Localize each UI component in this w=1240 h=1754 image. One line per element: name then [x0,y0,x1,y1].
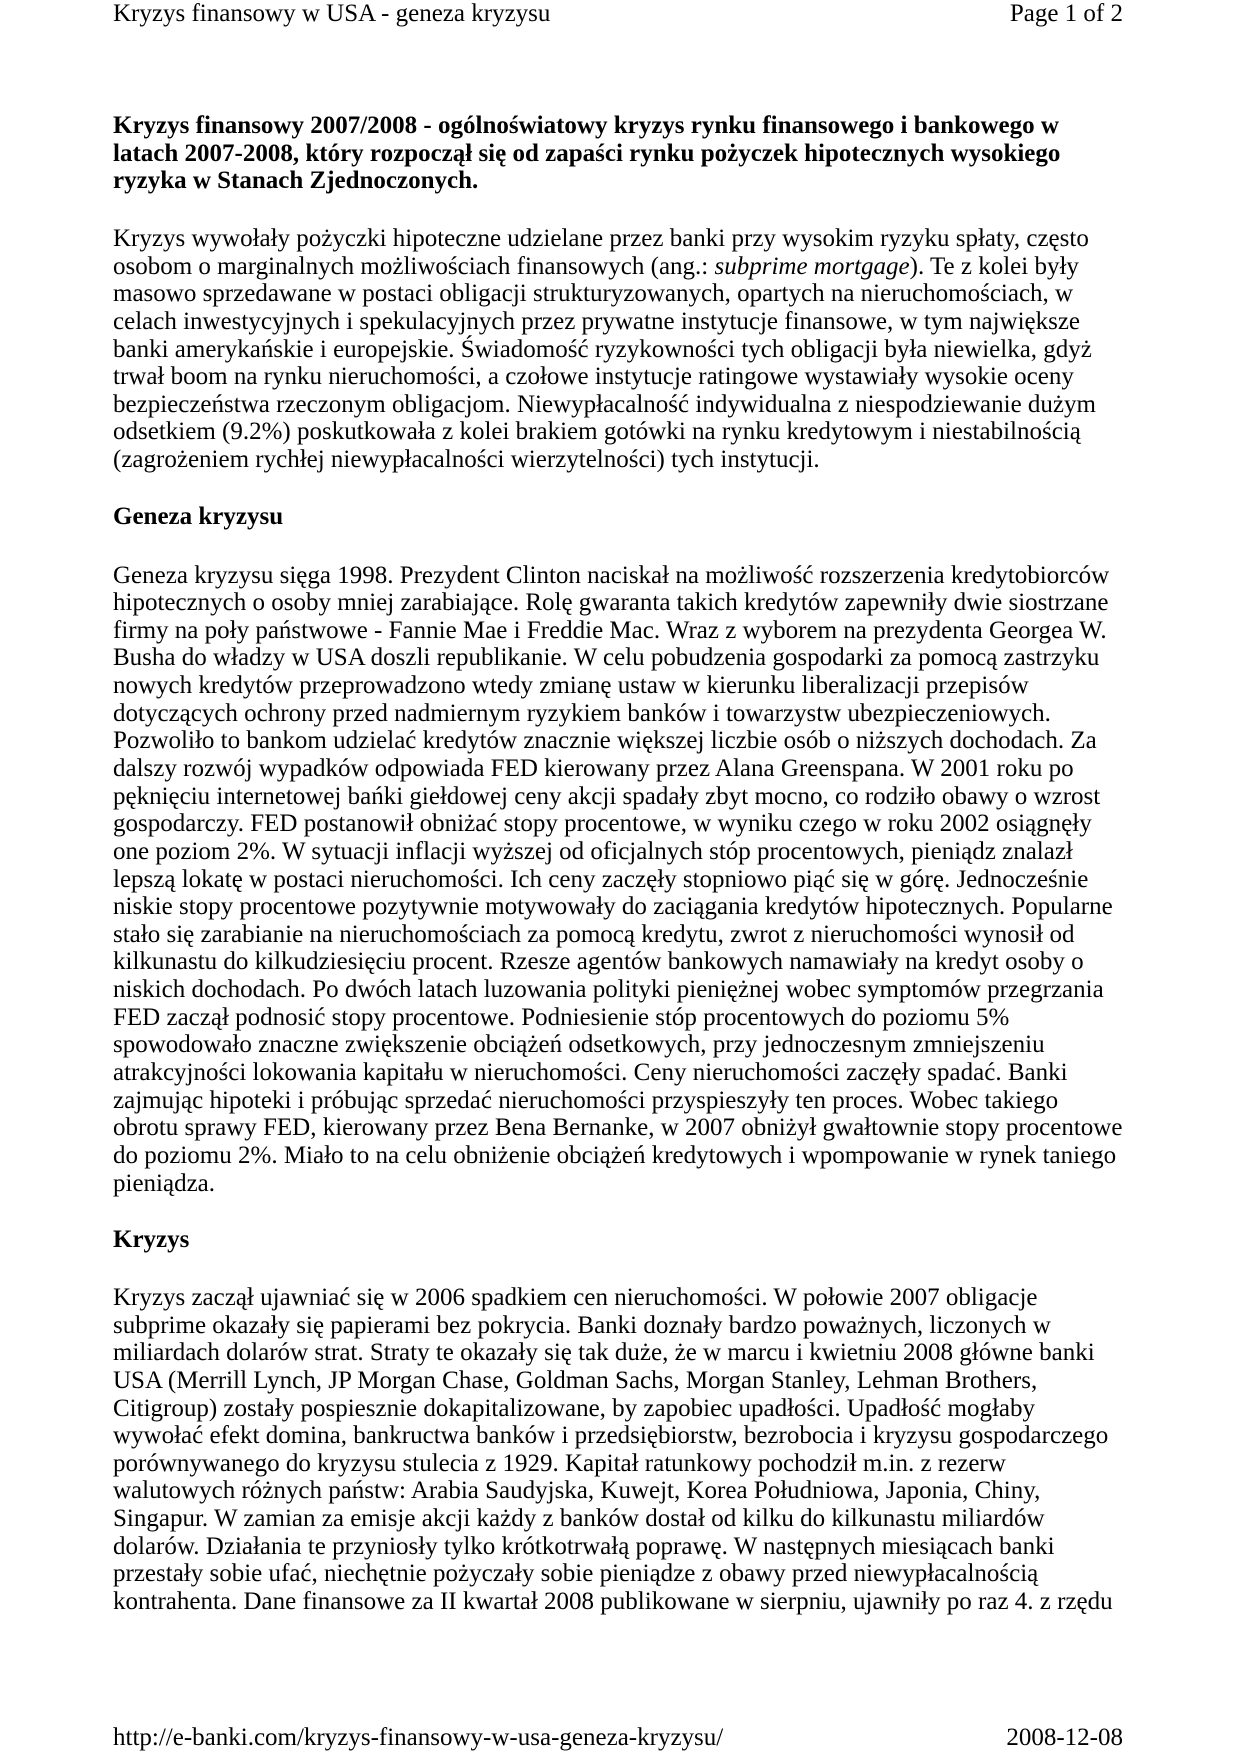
geneza-line: Geneza kryzysu sięga 1998. Prezydent Clinton naciskał na możliwość rozszerzenia kredytobiorców [113,561,1110,589]
geneza-line: FED zaczął podnosić stopy procentowe. Podniesienie stóp procentowych do poziomu 5% [113,1003,1010,1031]
intro-paragraph [113,225,1096,474]
section-heading-kryzys: Kryzys [113,1226,190,1253]
geneza-line: hipotecznych o osoby mniej zarabiające. Rolę gwaranta takich kredytów zapewniły dwie siostrzane [113,589,1109,617]
geneza-line: atrakcyjności lokowania kapitału w nieruchomości. Ceny nieruchomości zaczęły spadać. Banki [113,1059,1068,1087]
intro-line: banki amerykańskie i europejskie. Świadomość ryzykowności tych obligacji była niewielka, gdyż [113,335,1092,363]
geneza-line: niskich dochodach. Po dwóch latach luzowania polityki pieniężnej wobec symptomów przegrzania [113,976,1104,1004]
kryzys-line: subprime okazały się papierami bez pokrycia. Banki doznały bardzo poważnych, liczonych w [113,1311,1051,1339]
lead-title-line: ryzyka w Stanach Zjednoczonych. [113,167,479,195]
geneza-paragraph [113,562,1122,1198]
footer-date: 2008-12-08 [1006,1724,1123,1751]
intro-line: masowo sprzedawane w postaci obligacji strukturyzowanych, opartych na nieruchomościach, w [113,280,1074,308]
geneza-line: dotyczących ochrony przed nadmiernym ryzykiem banków i towarzystw ubezpieczeniowych. [113,699,1051,727]
geneza-line: pęknięciu internetowej bańki giełdowej ceny akcji spadały zbyt mocno, co rodziło obawy o wzrost [113,782,1101,810]
intro-line: (zagrożeniem rychłej niewypłacalności wierzytelności) tych instytucji. [113,446,820,474]
running-header-title: Kryzys finansowy w USA - geneza kryzysu [113,0,551,27]
text-segment: osobom o marginalnych możliwościach finansowych (ang.: [113,252,715,280]
kryzys-line: Citigroup) zostały pospiesznie dokapitalizowane, by zapobiec upadłości. Upadłość mogłaby [113,1394,1035,1422]
geneza-line: obrotu sprawy FED, kierowany przez Bena Bernanke, w 2007 obniżył gwałtownie stopy procentowe [113,1114,1123,1142]
kryzys-paragraph [113,1284,1113,1616]
page-number: Page 1 of 2 [1009,0,1123,27]
geneza-line: niskie stopy procentowe pozytywnie motywowały do zaciągania kredytów hipotecznych. Popularne [113,893,1113,921]
kryzys-line: miliardach dolarów strat. Straty te okazały się tak duże, że w marcu i kwietniu 2008 główne banki [113,1339,1095,1367]
intro-line: Kryzys wywołały pożyczki hipoteczne udzielane przez banki przy wysokim ryzyku spłaty, często [113,225,1089,252]
geneza-line: kilkunastu do kilkudziesięciu procent. Rzesze agentów bankowych namawiały na kredyt osoby o [113,948,1084,976]
intro-line: trwał boom na rynku nieruchomości, a czołowe instytucje ratingowe wystawiały wysokie oceny [113,363,1074,391]
section-heading-geneza: Geneza kryzysu [113,503,284,530]
geneza-line: firmy na poły państwowe - Fannie Mae i Freddie Mac. Wraz z wyborem na prezydenta Georgea W. [113,616,1107,644]
geneza-line: spowodowało znaczne zwiększenie obciążeń odsetkowych, przy jednoczesnym zmniejszeniu [113,1031,1045,1059]
kryzys-line: Kryzys zaczął ujawniać się w 2006 spadkiem cen nieruchomości. W połowie 2007 obligacje [113,1284,1038,1311]
geneza-line: lepszą lokatę w postaci nieruchomości. Ich ceny zaczęły stopniowo piąć się w górę. Jednocześnie [113,865,1089,893]
geneza-line: zajmując hipoteki i próbując sprzedać nieruchomości przyspieszyły ten proces. Wobec takiego [113,1086,1059,1114]
kryzys-line: porównywanego do kryzysu stulecia z 1929. Kapitał ratunkowy pochodził m.in. z rezerw [113,1449,1006,1477]
lead-title [113,112,1060,195]
geneza-line: Pozwoliło to bankom udzielać kredytów znacznie większej liczbie osób o niższych dochodach. Za [113,727,1097,755]
italic-term: subprime mortgage [714,252,910,280]
kryzys-line: walutowych różnych państw: Arabia Saudyjska, Kuwejt, Korea Południowa, Japonia, Chiny, [113,1477,1041,1505]
geneza-line: one poziom 2%. W sytuacji inflacji wyższej od oficjalnych stóp procentowych, pieniądz znalazł [113,837,1073,865]
geneza-line: pieniądza. [113,1169,216,1197]
kryzys-line: wywołać efekt domina, bankructwa banków i przedsiębiorstw, bezrobocia i kryzysu gospodarczego [113,1422,1109,1450]
geneza-line: Busha do władzy w USA doszli republikanie. W celu pobudzenia gospodarki za pomocą zastrzyku [113,644,1100,672]
kryzys-line: Singapur. W zamian za emisje akcji każdy z banków dostał od kilku do kilkunastu miliardów [113,1505,1045,1533]
geneza-line: gospodarczy. FED postanowił obniżać stopy procentowe, w wyniku czego w roku 2002 osiągnęły [113,810,1092,838]
intro-line: odsetkiem (9.2%) poskutkowała z kolei brakiem gotówki na rynku kredytowym i niestabilnością [113,418,1081,446]
footer-url: http://e-banki.com/kryzys-finansowy-w-usa-geneza-kryzysu/ [113,1724,724,1751]
lead-title-line: latach 2007-2008, który rozpoczął się od zapaści rynku pożyczek hipotecznych wysokiego [113,139,1061,167]
kryzys-line: przestały sobie ufać, niechętnie pożyczały sobie pieniądze z obawy przed niewypłacalnością [113,1560,1039,1588]
kryzys-line: dolarów. Działania te przyniosły tylko krótkotrwałą poprawę. W następnych miesiącach banki [113,1532,1055,1560]
intro-line: celach inwestycyjnych i spekulacyjnych przez prywatne instytucje finansowe, w tym największe [113,307,1081,335]
lead-title-line: Kryzys finansowy 2007/2008 - ogólnoświatowy kryzys rynku finansowego i bankowego w [113,112,1059,139]
geneza-line: nowych kredytów przeprowadzono wtedy zmianę ustaw w kierunku liberalizacji przepisów [113,672,1029,700]
geneza-line: do poziomu 2%. Miało to na celu obniżenie obciążeń kredytowych i wpompowanie w rynek taniego [113,1141,1117,1169]
intro-line: bezpieczeństwa rzeczonym obligacjom. Niewypłacalność indywidualna z niespodziewanie dużym [113,390,1096,418]
text-segment: ). Te z kolei były [909,252,1079,280]
kryzys-line: USA (Merrill Lynch, JP Morgan Chase, Goldman Sachs, Morgan Stanley, Lehman Brothers, [113,1366,1038,1394]
geneza-line: dalszy rozwój wypadków odpowiada FED kierowany przez Alana Greenspana. W 2001 roku po [113,754,1074,782]
intro-line [113,253,1096,281]
kryzys-line: kontrahenta. Dane finansowe za II kwartał 2008 publikowane w sierpniu, ujawniły po raz 4. z rzędu [113,1588,1113,1616]
geneza-line: stało się zarabianie na nieruchomościach za pomocą kredytu, zwrot z nieruchomości wynosił od [113,920,1075,948]
